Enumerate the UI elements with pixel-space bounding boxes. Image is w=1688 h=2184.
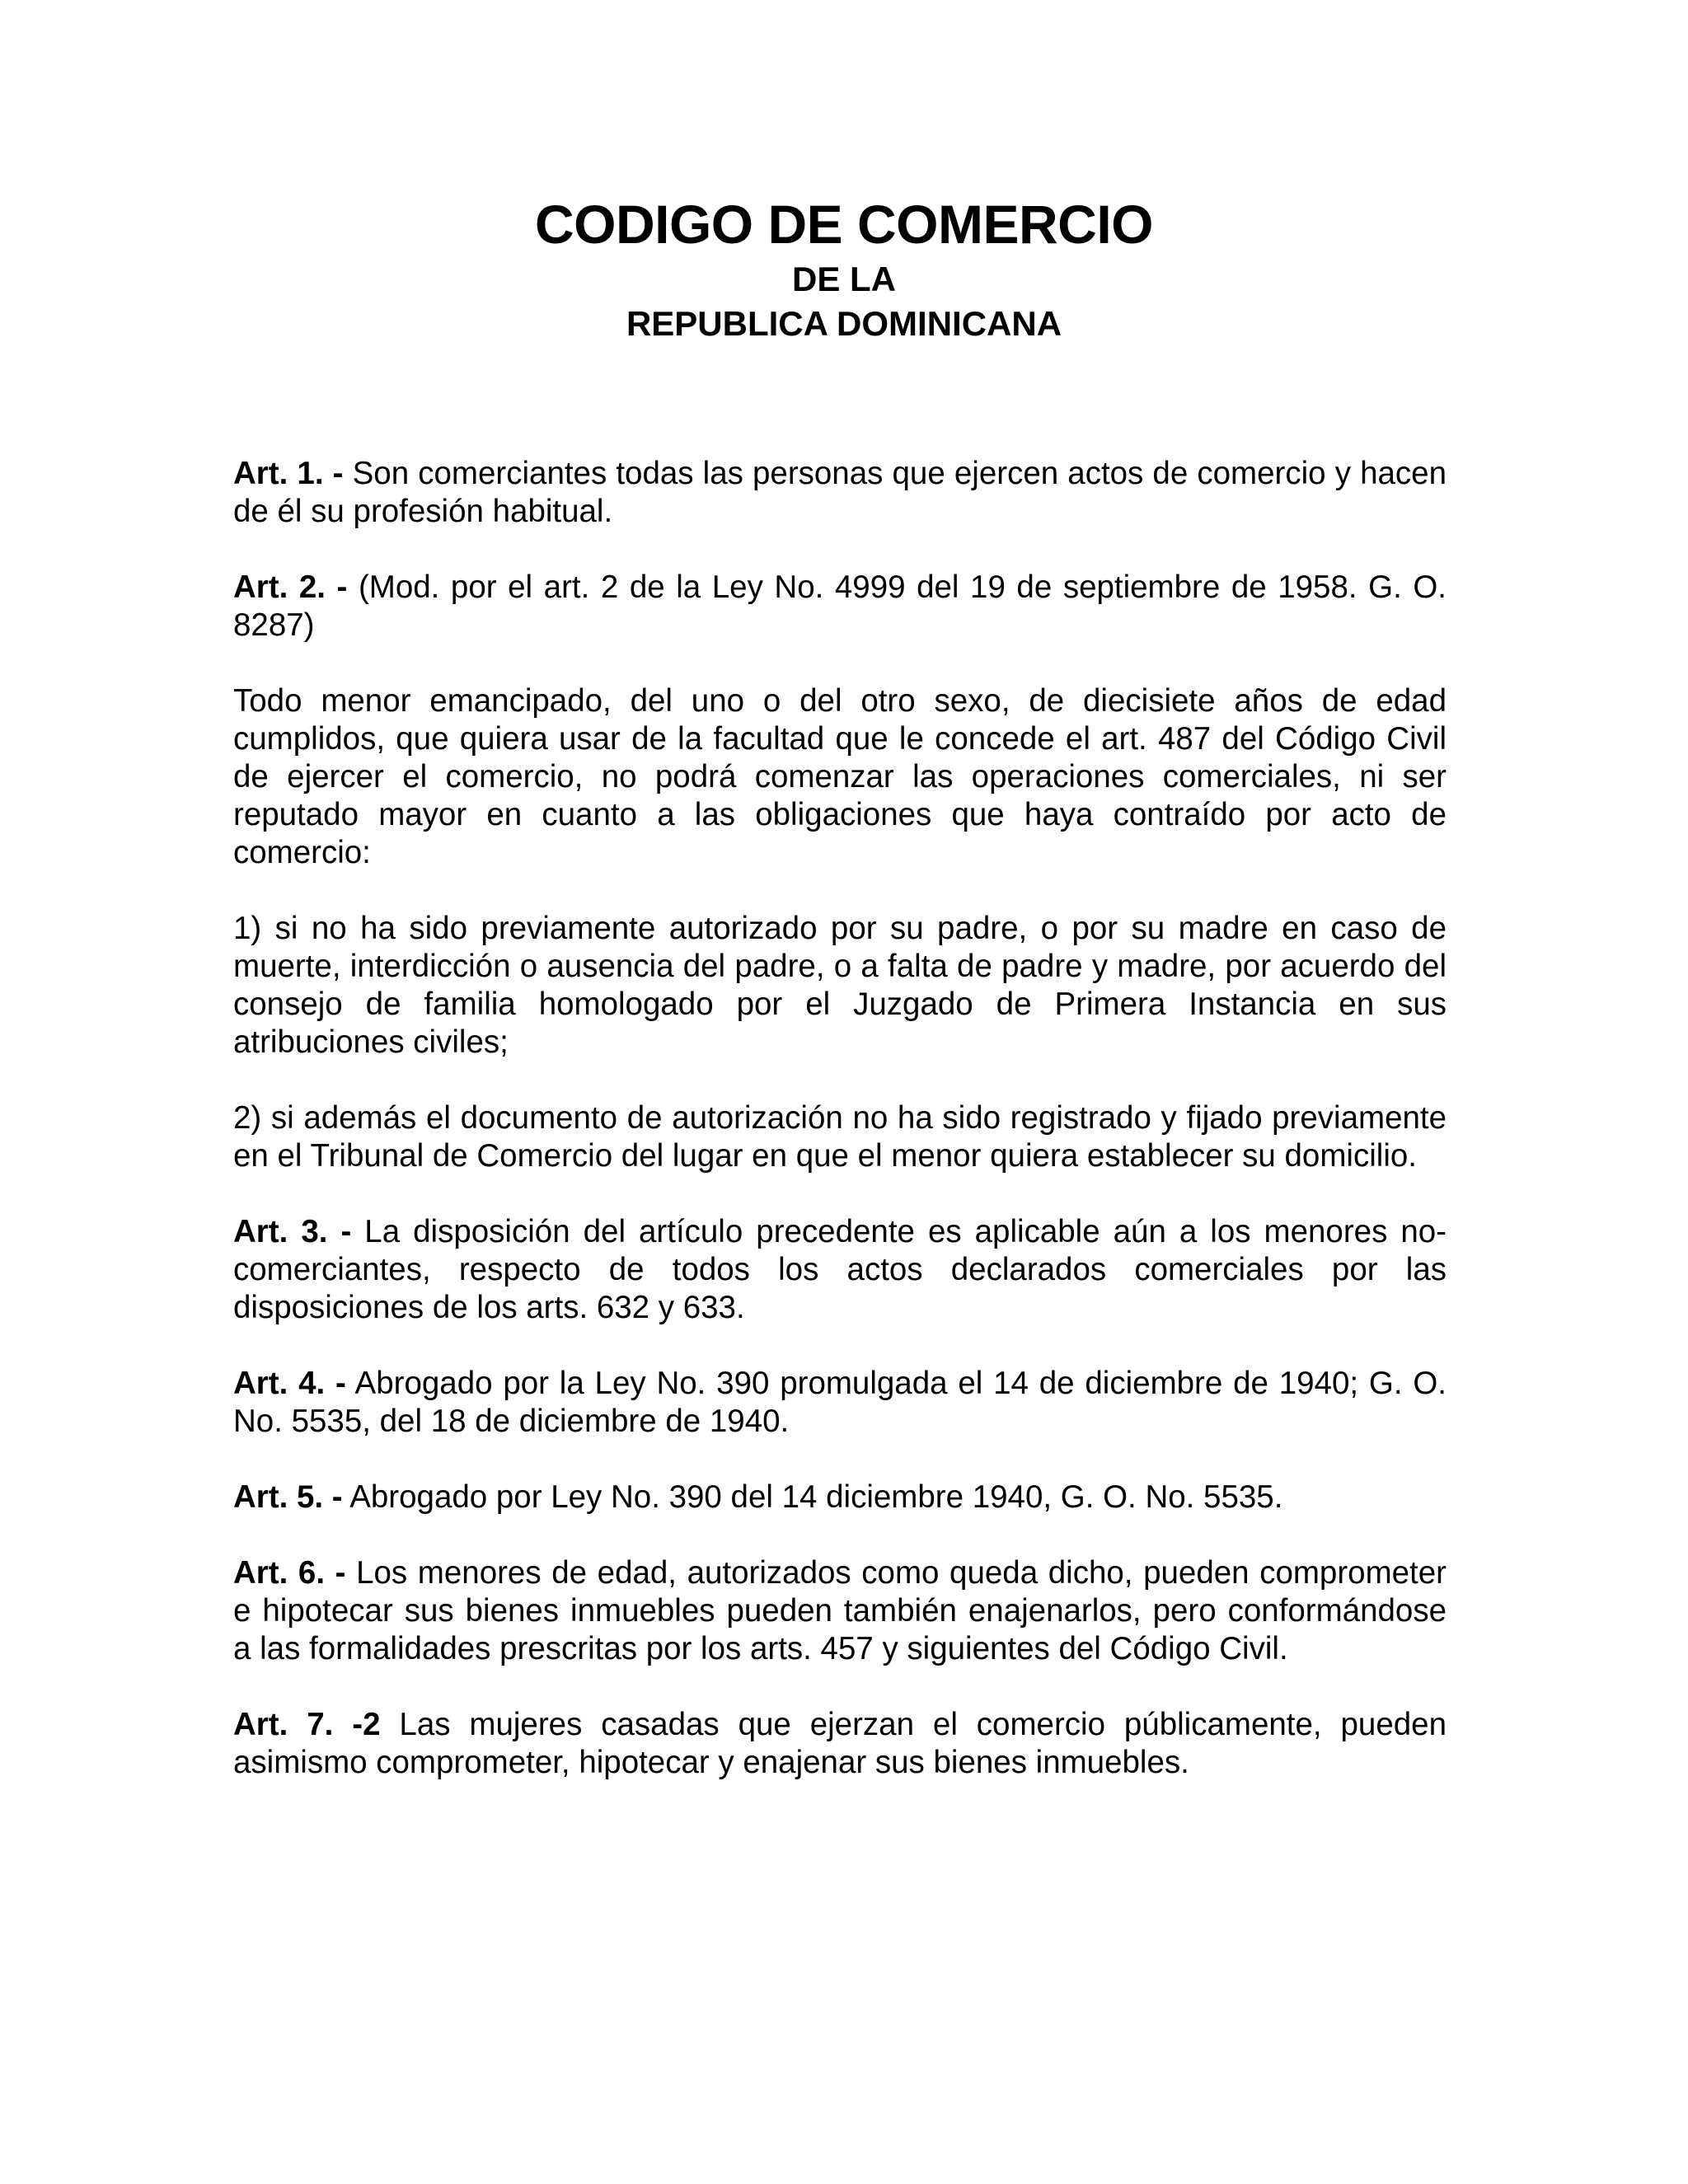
- article-2-item-1: [233, 910, 1447, 1062]
- article-text: Los menores de edad, autorizados como queda dicho, pueden comprometer e hipotecar sus bienes inmuebles pueden también enajenarlos, pero conformándose a las formalidades prescritas por los arts. 457 y siguientes del Código Civil.: [233, 1555, 1447, 1666]
- article-label: Art. 7. -2: [233, 1707, 381, 1742]
- article-label: Art. 4. -: [233, 1366, 346, 1401]
- article-text: Son comerciantes todas las personas que ejercen actos de comercio y hacen de él su profesión habitual.: [233, 456, 1447, 529]
- article-1: [233, 455, 1447, 531]
- document-body: [233, 455, 1447, 1820]
- article-text: (Mod. por el art. 2 de la Ley No. 4999 del 19 de septiembre de 1958. G. O. 8287): [233, 569, 1447, 643]
- title-block: [0, 191, 1688, 346]
- document-subtitle-line-2: REPUBLICA DOMINICANA: [626, 304, 1062, 343]
- article-text: Abrogado por Ley No. 390 del 14 diciembre 1940, G. O. No. 5535.: [342, 1479, 1283, 1515]
- article-text: 1) si no ha sido previamente autorizado por su padre, o por su madre en caso de muerte, interdicción o ausencia del padre, o a falta de padre y madre, por acuerdo del consejo de familia homologado por el Juzgado de Primera Instancia en sus atribuciones civiles;: [233, 911, 1447, 1060]
- article-label: Art. 3. -: [233, 1214, 352, 1249]
- article-6: [233, 1554, 1447, 1668]
- article-text: Todo menor emancipado, del uno o del otro sexo, de diecisiete años de edad cumplidos, que quiera usar de la facultad que le concede el art. 487 del Código Civil de ejercer el comercio, no podrá comenzar las operaciones comerciales, ni ser reputado mayor en cuanto a las obligaciones que haya contraído por acto de comercio:: [233, 683, 1447, 870]
- article-label: Art. 2. -: [233, 569, 348, 605]
- article-label: Art. 5. -: [233, 1479, 343, 1515]
- article-2: [233, 569, 1447, 644]
- article-5: [233, 1479, 1447, 1516]
- article-7: [233, 1706, 1447, 1782]
- article-label: Art. 1. -: [233, 456, 344, 491]
- document-subtitle-line-1: DE LA: [792, 260, 896, 298]
- article-2-paragraph: [233, 682, 1447, 872]
- article-text: 2) si además el documento de autorización no ha sido registrado y fijado previamente en el Tribunal de Comercio del lugar en que el menor quiera establecer su domicilio.: [233, 1100, 1447, 1174]
- article-text: Abrogado por la Ley No. 390 promulgada el 14 de diciembre de 1940; G. O. No. 5535, del 18 de diciembre de 1940.: [233, 1366, 1447, 1439]
- article-text: Las mujeres casadas que ejerzan el comercio públicamente, pueden asimismo comprometer, hipotecar y enajenar sus bienes inmuebles.: [233, 1707, 1447, 1780]
- article-4: [233, 1365, 1447, 1441]
- article-3: [233, 1213, 1447, 1327]
- article-label: Art. 6. -: [233, 1555, 346, 1591]
- article-text: La disposición del artículo precedente es aplicable aún a los menores no-comerciantes, respecto de todos los actos declarados comerciales por las disposiciones de los arts. 632 y 633.: [233, 1214, 1447, 1325]
- document-title: CODIGO DE COMERCIO: [534, 194, 1154, 255]
- article-2-item-2: [233, 1099, 1447, 1175]
